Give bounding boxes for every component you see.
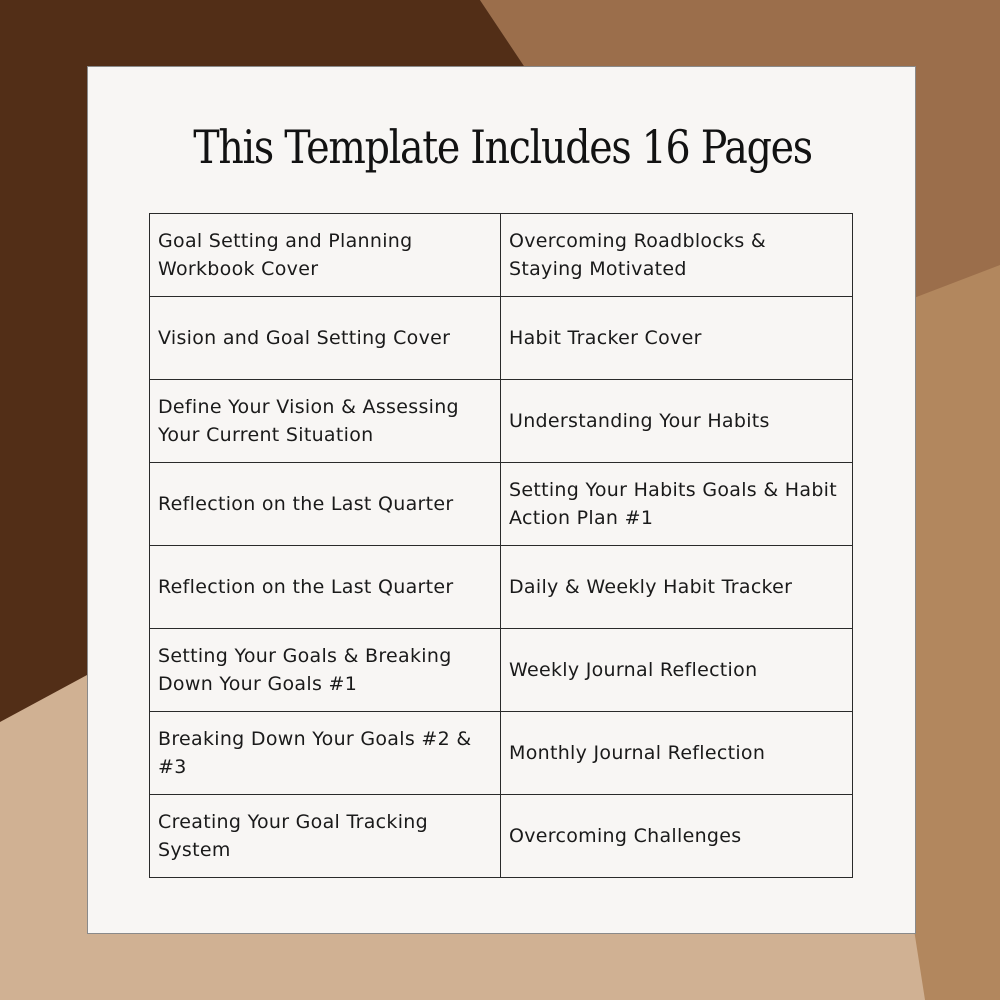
- table-row: [150, 546, 853, 629]
- pages-table: [149, 213, 853, 878]
- table-cell: Setting Your Goals & Breaking Down Your Goals #1: [150, 629, 501, 712]
- title-container: [88, 117, 917, 177]
- table-row: [150, 629, 853, 712]
- table-cell: Monthly Journal Reflection: [501, 712, 853, 795]
- table-cell: Reflection on the Last Quarter: [150, 546, 501, 629]
- content-card: [87, 66, 916, 934]
- table-cell: Reflection on the Last Quarter: [150, 463, 501, 546]
- table-row: [150, 463, 853, 546]
- table-row: [150, 380, 853, 463]
- table-cell: Weekly Journal Reflection: [501, 629, 853, 712]
- table-cell: Define Your Vision & Assessing Your Current Situation: [150, 380, 501, 463]
- table-cell: Understanding Your Habits: [501, 380, 853, 463]
- table-cell: Breaking Down Your Goals #2 & #3: [150, 712, 501, 795]
- table-row: [150, 712, 853, 795]
- table-row: [150, 297, 853, 380]
- table-cell: Creating Your Goal Tracking System: [150, 795, 501, 878]
- table-cell: Overcoming Challenges: [501, 795, 853, 878]
- table-cell: Vision and Goal Setting Cover: [150, 297, 501, 380]
- table-cell: Overcoming Roadblocks & Staying Motivated: [501, 214, 853, 297]
- table-cell: Goal Setting and Planning Workbook Cover: [150, 214, 501, 297]
- page-title: This Template Includes 16 Pages: [193, 120, 812, 174]
- table-cell: Setting Your Habits Goals & Habit Action Plan #1: [501, 463, 853, 546]
- table-cell: Daily & Weekly Habit Tracker: [501, 546, 853, 629]
- table-row: [150, 795, 853, 878]
- table-row: [150, 214, 853, 297]
- table-cell: Habit Tracker Cover: [501, 297, 853, 380]
